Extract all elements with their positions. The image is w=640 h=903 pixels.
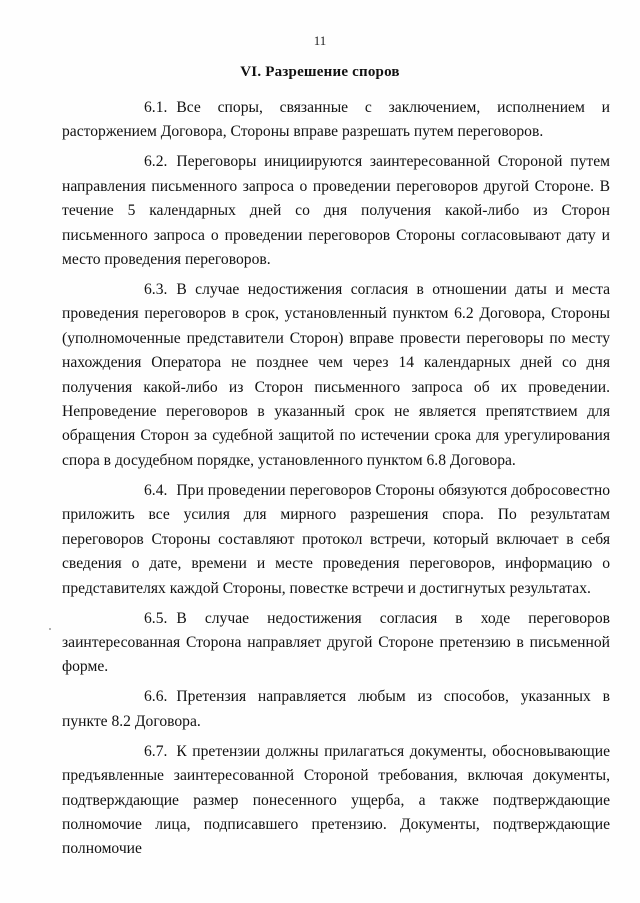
paragraph-number: 6.2. [144, 153, 168, 171]
paragraph-6-4 [62, 479, 610, 601]
paragraph-text: Все споры, связанные с заключением, исполнением и расторжением Договора, Стороны вправе разрешать путем переговоров. [62, 99, 610, 141]
paragraph-text: К претензии должны прилагаться документы, обосновывающие предъявленные заинтересованной Стороной требования, включая документы, подтверждающие размер понесенного ущерба, а также подтверждающие полномочие лица, подписавшего претензию. Документы, подтверждающие полномочие [62, 742, 610, 858]
paragraph-text: В случае недостижения согласия в отношении даты и места проведения переговоров в срок, установленный пунктом 6.2 Договора, Стороны (уполномоченные представители Сторон) вправе провести переговоры по месту нахождения Оператора не позднее чем через 14 календарных дней со дня получения какой-либо из Сторон письменного запроса об их проведении. Непроведение переговоров в указанный срок не является препятствием для обращения Сторон за судебной защитой по истечении срока для урегулирования спора в досудебном порядке, установленного пунктом 6.8 Договора. [62, 281, 610, 469]
paragraph-6-6 [62, 685, 610, 734]
paragraph-text: В случае недостижения согласия в ходе переговоров заинтересованная Сторона направляет другой Стороне претензию в письменной форме. [62, 609, 610, 676]
paragraph-6-1 [62, 96, 610, 145]
paragraph-text: Претензия направляется любым из способов, указанных в пункте 8.2 Договора. [62, 688, 610, 730]
paragraph-text: Переговоры инициируются заинтересованной Стороной путем направления письменного запроса о проведении переговоров другой Стороне. В течение 5 календарных дней со дня получения какой-либо из Сторон письменного запроса о проведении переговоров Стороны согласовывают дату и место проведения переговоров. [62, 153, 610, 269]
scan-artifact [49, 628, 51, 630]
paragraph-number: 6.5. [144, 609, 168, 627]
paragraph-number: 6.1. [144, 99, 168, 116]
paragraph-text: При проведении переговоров Стороны обязуются добросовестно приложить все усилия для мирного разрешения спора. По результатам переговоров Стороны составляют протокол встречи, который включает в себя сведения о дате, времени и месте проведения переговоров, информацию о представителях каждой Стороны, повестке встречи и достигнутых результатах. [62, 481, 610, 597]
paragraph-6-7 [62, 740, 610, 862]
paragraph-6-3 [62, 278, 610, 473]
paragraph-number: 6.6. [144, 688, 168, 706]
page-number: 11 [313, 33, 327, 48]
section-heading: VI. Разрешение споров [240, 64, 400, 80]
section-body [62, 96, 610, 867]
paragraph-6-2 [62, 150, 610, 272]
paragraph-6-5 [62, 607, 610, 680]
paragraph-number: 6.7. [144, 742, 168, 760]
paragraph-number: 6.4. [144, 481, 168, 499]
paragraph-number: 6.3. [144, 281, 168, 299]
